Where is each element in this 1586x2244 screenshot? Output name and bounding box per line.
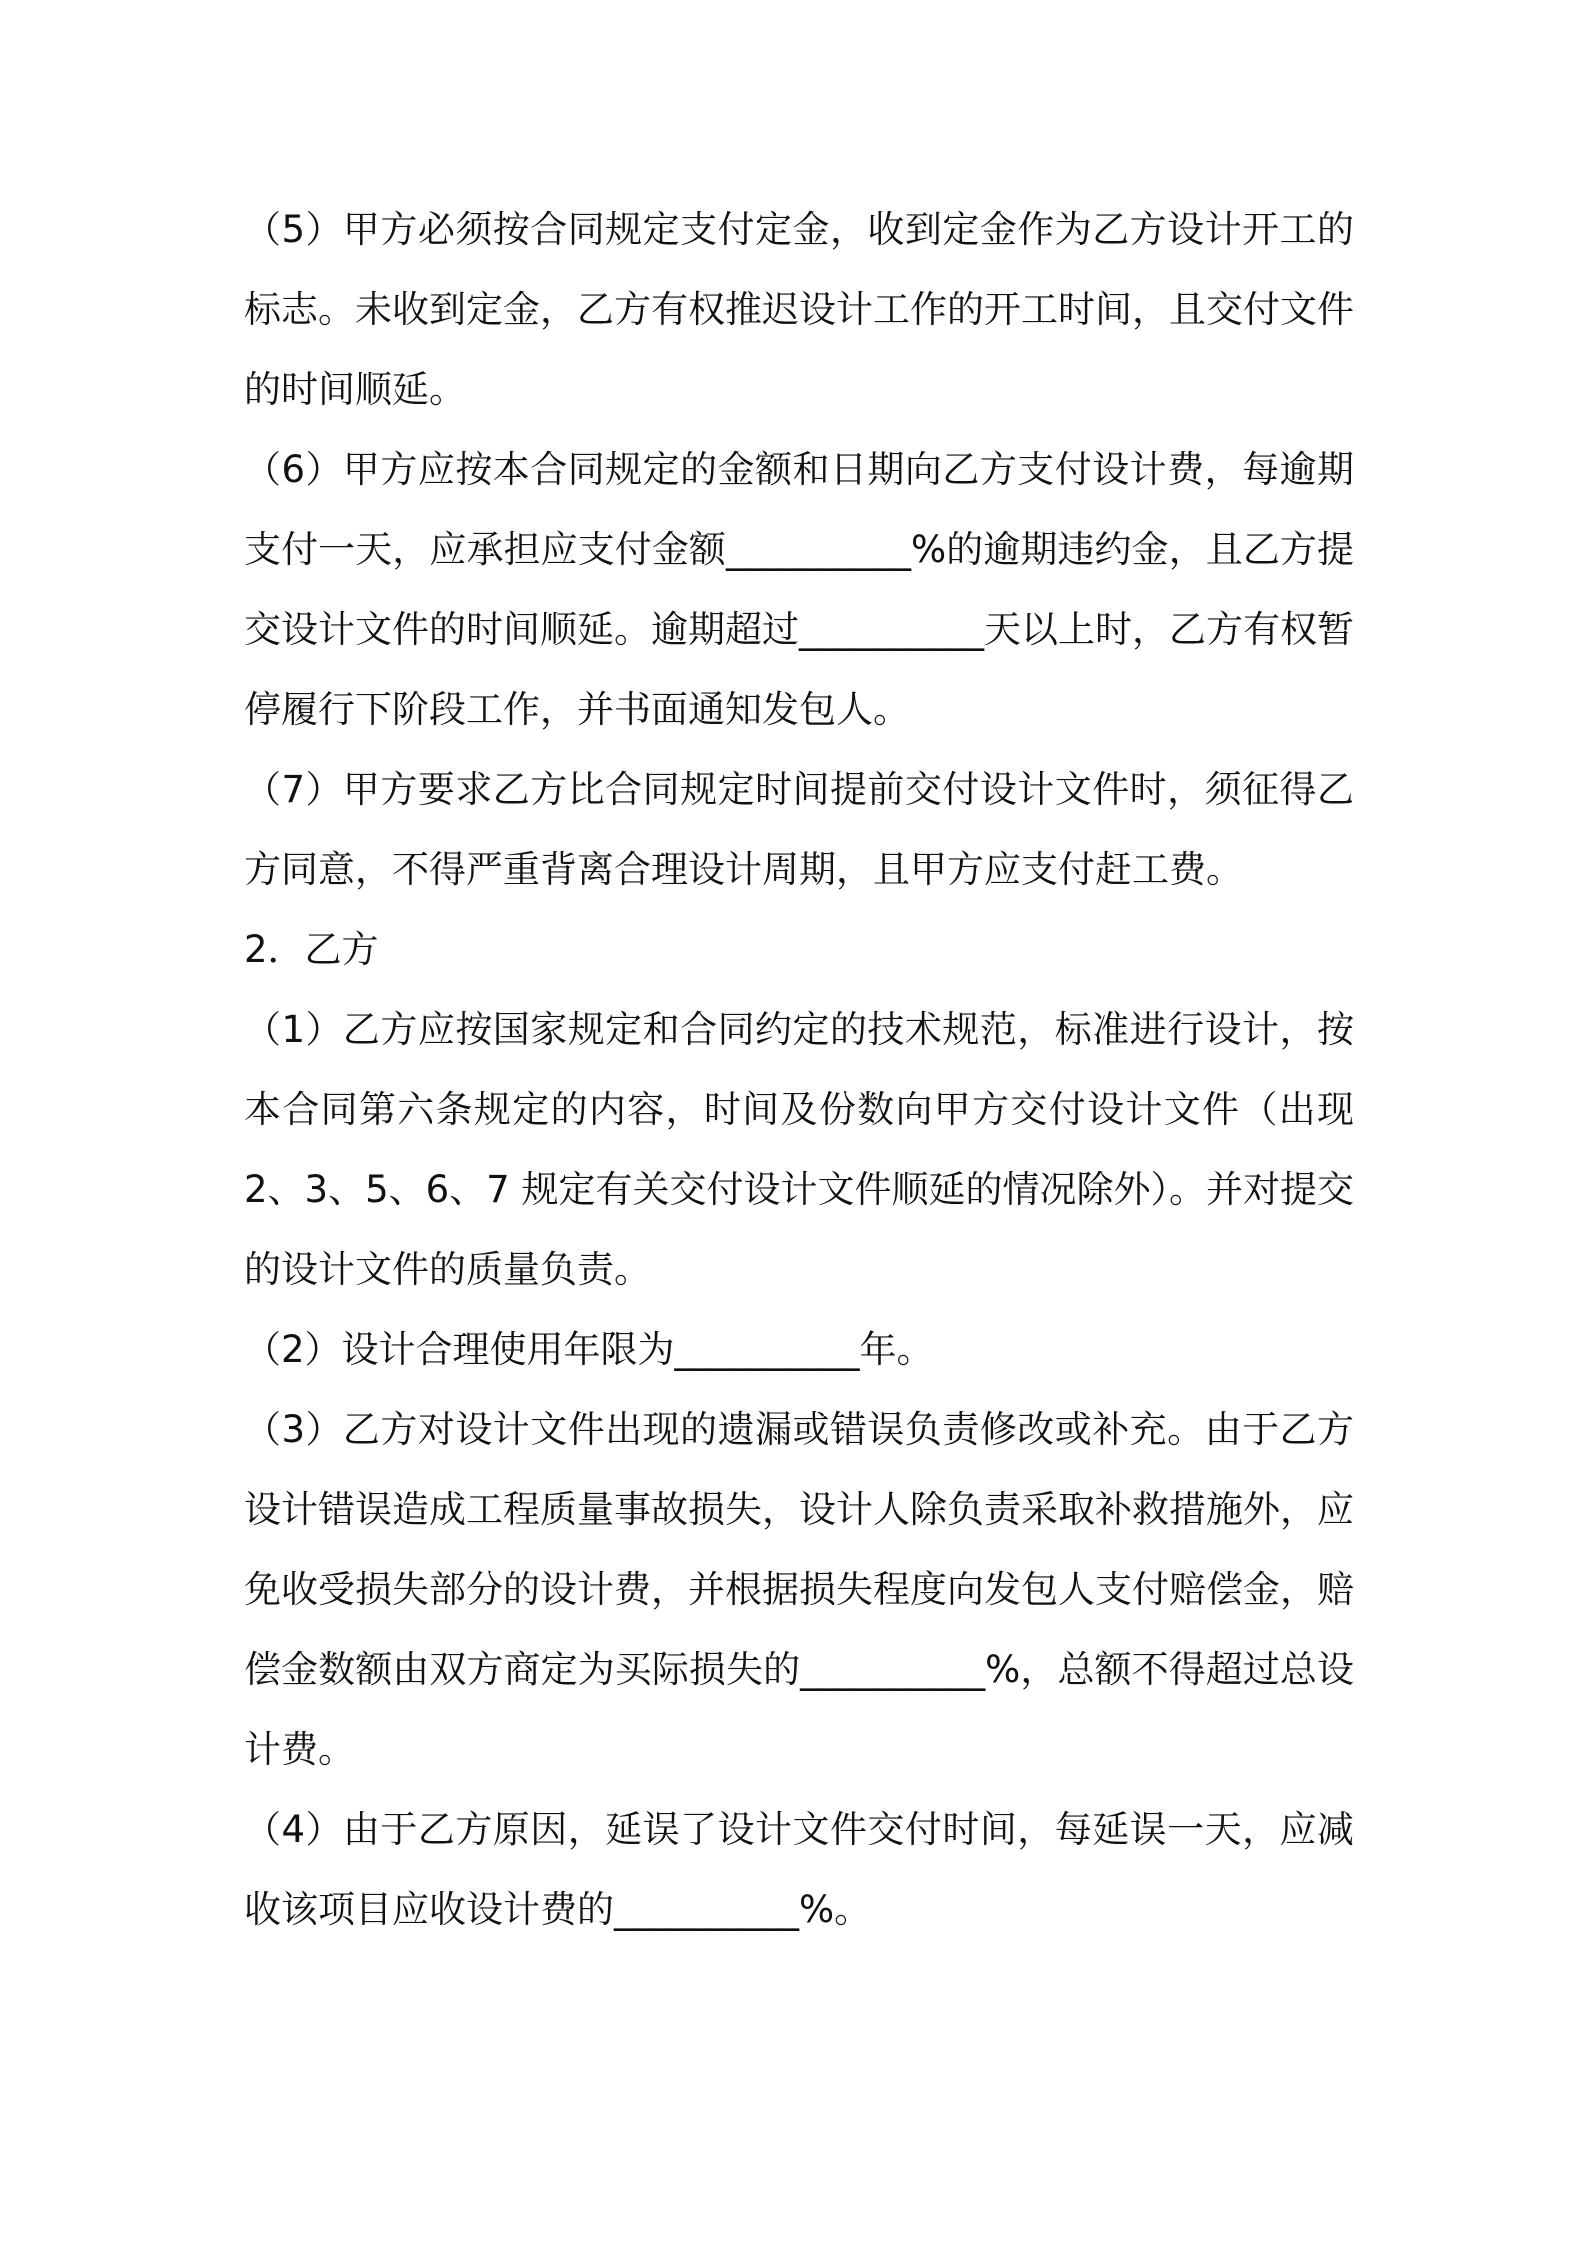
clause-party-b-4: （4）由于乙方原因，延误了设计文件交付时间，每延误一天，应减收该项目应收设计费的__________%。 (244, 1808, 1354, 1931)
section-heading-party-b: 2．乙方 (244, 928, 379, 971)
clause-party-b-3: （3）乙方对设计文件出现的遗漏或错误负责修改或补充。由于乙方设计错误造成工程质量事故损失，设计人除负责采取补救措施外，应免收受损失部分的设计费，并根据损失程度向发包人支付赔偿金，赔偿金数额由双方商定为买际损失的__________%，总额不得超过总设计费。 (244, 1408, 1354, 1771)
clause-party-b-2: （2）设计合理使用年限为__________年。 (244, 1328, 934, 1371)
clause-party-a-7: （7）甲方要求乙方比合同规定时间提前交付设计文件时，须征得乙方同意，不得严重背离合理设计周期，且甲方应支付赶工费。 (244, 768, 1354, 891)
clause-party-b-1: （1）乙方应按国家规定和合同约定的技术规范，标准进行设计，按本合同第六条规定的内容，时间及份数向甲方交付设计文件（出现 2、3、5、6、7 规定有关交付设计文件顺延的情况除外）。并对提交的设计文件的质量负责。 (244, 1008, 1354, 1291)
clause-party-a-6: （6）甲方应按本合同规定的金额和日期向乙方支付设计费，每逾期支付一天，应承担应支付金额__________%的逾期违约金，且乙方提交设计文件的时间顺延。逾期超过__________天以上时，乙方有权暂停履行下阶段工作，并书面通知发包人。 (244, 448, 1354, 731)
contract-text (244, 190, 1354, 1950)
clause-party-a-5: （5）甲方必须按合同规定支付定金，收到定金作为乙方设计开工的标志。未收到定金，乙方有权推迟设计工作的开工时间，且交付文件的时间顺延。 (244, 208, 1354, 411)
